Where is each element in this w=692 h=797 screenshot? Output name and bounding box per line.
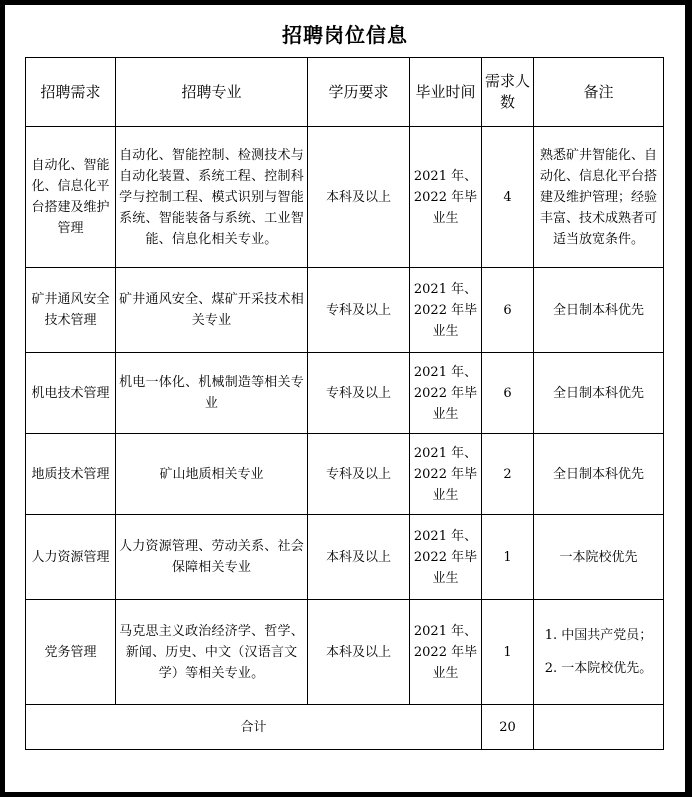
cell-education: 本科及以上 bbox=[308, 600, 410, 705]
note-spacer bbox=[537, 646, 660, 658]
cell-demand: 自动化、智能化、信息化平台搭建及维护管理 bbox=[26, 127, 116, 268]
cell-education: 本科及以上 bbox=[308, 515, 410, 600]
recruitment-table bbox=[25, 57, 664, 750]
cell-notes: 熟悉矿井智能化、自动化、信息化平台搭建及维护管理；经验丰富、技术成熟者可适当放宽条件。 bbox=[534, 127, 664, 268]
cell-grad-time: 2021 年、2022 年毕业生 bbox=[410, 353, 482, 434]
header-count bbox=[482, 58, 534, 127]
header-education-label: 学历要求 bbox=[328, 82, 389, 101]
cell-education: 本科及以上 bbox=[308, 127, 410, 268]
document-page bbox=[5, 5, 685, 792]
table-row bbox=[26, 434, 664, 515]
document-title: 招聘岗位信息 bbox=[282, 23, 408, 47]
cell-demand: 党务管理 bbox=[26, 600, 116, 705]
cell-grad-time: 2021 年、2022 年毕业生 bbox=[410, 127, 482, 268]
cell-demand: 机电技术管理 bbox=[26, 353, 116, 434]
table-row bbox=[26, 268, 664, 353]
total-count: 20 bbox=[482, 705, 534, 750]
cell-education: 专科及以上 bbox=[308, 268, 410, 353]
cell-count: 1 bbox=[482, 600, 534, 705]
cell-major: 马克思主义政治经济学、哲学、新闻、历史、中文（汉语言文学）等相关专业。 bbox=[116, 600, 308, 705]
header-notes-label: 备注 bbox=[583, 82, 614, 101]
cell-notes: 全日制本科优先 bbox=[534, 353, 664, 434]
cell-education: 专科及以上 bbox=[308, 434, 410, 515]
cell-notes: 一本院校优先 bbox=[534, 515, 664, 600]
cell-count: 6 bbox=[482, 268, 534, 353]
table-header-row bbox=[26, 58, 664, 127]
header-major-label: 招聘专业 bbox=[181, 82, 242, 101]
cell-grad-time: 2021 年、2022 年毕业生 bbox=[410, 434, 482, 515]
cell-education: 专科及以上 bbox=[308, 353, 410, 434]
header-education bbox=[308, 58, 410, 127]
total-row bbox=[26, 705, 664, 750]
header-demand-label: 招聘需求 bbox=[40, 82, 101, 101]
note-item: 2. 一本院校优先。 bbox=[544, 661, 653, 676]
cell-major: 矿山地质相关专业 bbox=[116, 434, 308, 515]
total-notes bbox=[534, 705, 664, 750]
cell-major: 机电一体化、机械制造等相关专业 bbox=[116, 353, 308, 434]
cell-grad-time: 2021 年、2022 年毕业生 bbox=[410, 600, 482, 705]
table-row bbox=[26, 515, 664, 600]
cell-demand: 矿井通风安全技术管理 bbox=[26, 268, 116, 353]
cell-notes bbox=[534, 600, 664, 705]
cell-grad-time: 2021 年、2022 年毕业生 bbox=[410, 515, 482, 600]
cell-count: 1 bbox=[482, 515, 534, 600]
cell-major: 自动化、智能控制、检测技术与自动化装置、系统工程、控制科学与控制工程、模式识别与智能系统、智能装备与系统、工业智能、信息化相关专业。 bbox=[116, 127, 308, 268]
cell-count: 4 bbox=[482, 127, 534, 268]
table-row bbox=[26, 600, 664, 705]
cell-major: 矿井通风安全、煤矿开采技术相关专业 bbox=[116, 268, 308, 353]
header-demand bbox=[26, 58, 116, 127]
table-row bbox=[26, 127, 664, 268]
cell-notes: 全日制本科优先 bbox=[534, 434, 664, 515]
header-grad-time bbox=[410, 58, 482, 127]
cell-grad-time: 2021 年、2022 年毕业生 bbox=[410, 268, 482, 353]
cell-notes: 全日制本科优先 bbox=[534, 268, 664, 353]
note-item: 1. 中国共产党员； bbox=[544, 628, 653, 643]
total-label: 合计 bbox=[26, 705, 482, 750]
cell-demand: 地质技术管理 bbox=[26, 434, 116, 515]
header-notes bbox=[534, 58, 664, 127]
header-count-label: 需求人数 bbox=[485, 72, 531, 111]
table-row bbox=[26, 353, 664, 434]
cell-count: 2 bbox=[482, 434, 534, 515]
header-major bbox=[116, 58, 308, 127]
cell-demand: 人力资源管理 bbox=[26, 515, 116, 600]
header-grad-time-label: 毕业时间 bbox=[415, 82, 476, 101]
cell-major: 人力资源管理、劳动关系、社会保障相关专业 bbox=[116, 515, 308, 600]
cell-count: 6 bbox=[482, 353, 534, 434]
